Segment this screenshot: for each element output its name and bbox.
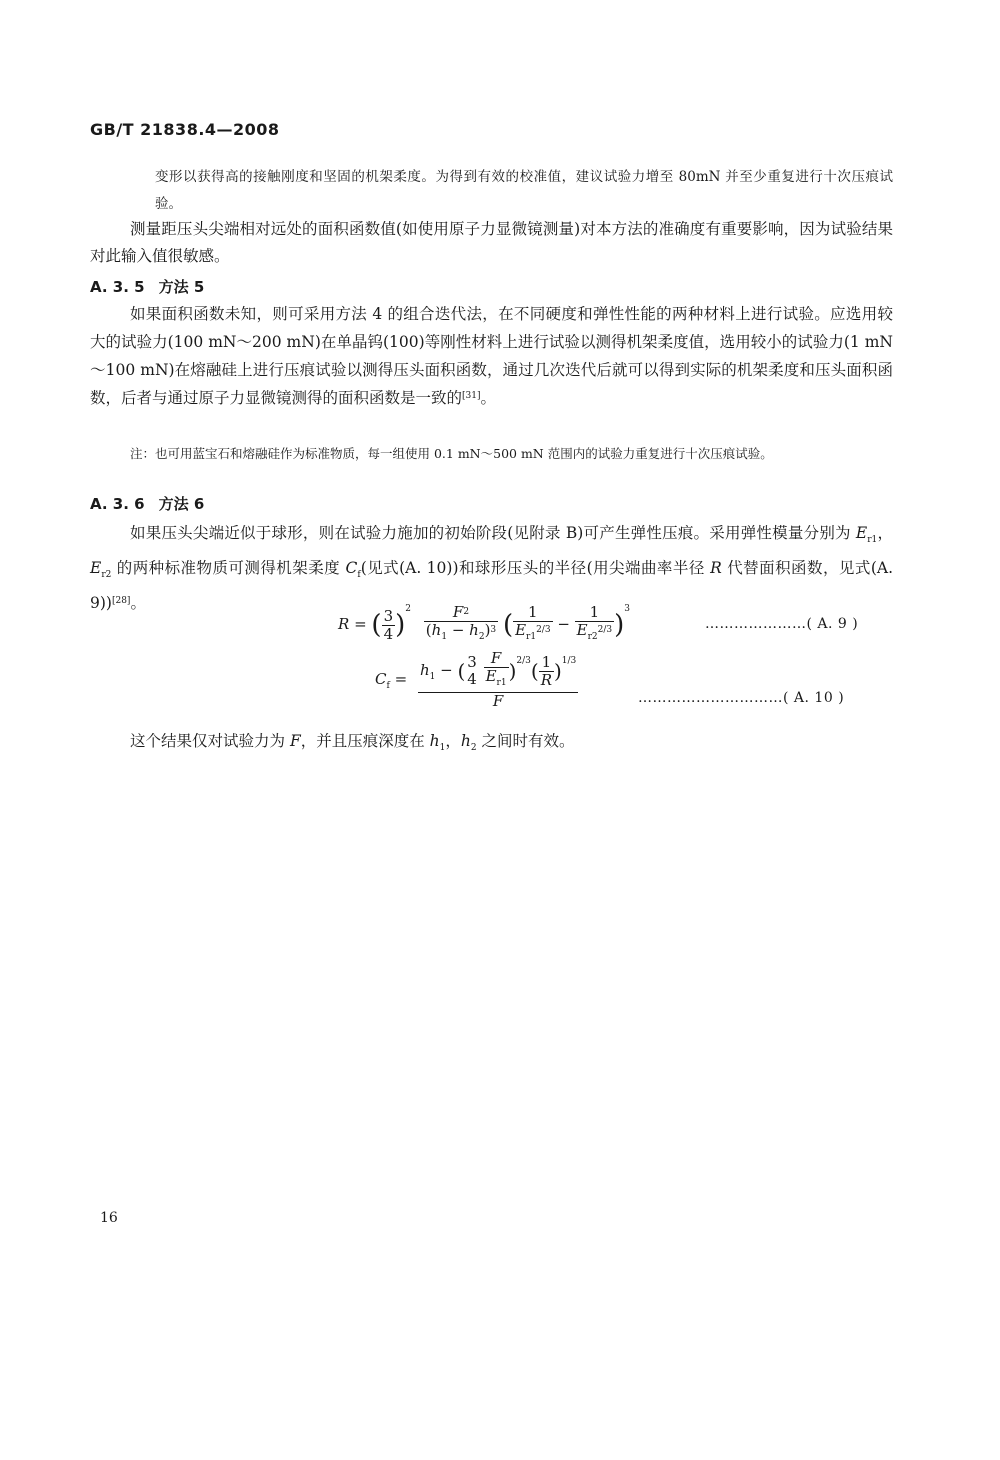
closing-text-2: ，并且压痕深度在 xyxy=(300,732,430,750)
reference-31: [31] xyxy=(462,391,481,401)
section-a35-title: 方法 5 xyxy=(158,278,205,296)
closing-paragraph xyxy=(130,728,890,762)
section-a35-note: 注：也可用蓝宝石和熔融硅作为标准物质，每一组使用 0.1 mN～500 mN 范围内的试验力重复进行十次压痕试验。 xyxy=(130,446,773,461)
closing-symbol-h2: h xyxy=(460,732,471,750)
symbol-r: R xyxy=(710,559,722,578)
standard-code: GB/T 21838.4—2008 xyxy=(90,120,280,139)
section-a36-text-1: 如果压头尖端近似于球形，则在试验力施加的初始阶段(见附录 B)可产生弹性压痕。采用弹性模量分别为 xyxy=(130,524,856,542)
symbol-cf-sub: f xyxy=(357,570,361,581)
symbol-er2-sub: r2 xyxy=(101,570,112,581)
symbol-cf: C xyxy=(345,559,358,578)
reference-28: [28] xyxy=(111,596,131,607)
formula-a9: R = ( $\frac{3}{4}$ )$^2$ $\frac{F^2}{(h_1 - h_2)^3}$ ( $\frac{1}{E_{r1}^{2/3}}$ − $\frac{1}{E_{r2}^{2/3}}$ )$^3$ xyxy=(338,603,631,643)
section-a35-heading xyxy=(90,276,204,297)
section-a36-number: A. 3. 6 xyxy=(90,495,145,513)
section-a35-number: A. 3. 5 xyxy=(90,278,145,296)
section-a36-text-2: 的两种标准物质可测得机架柔度 xyxy=(111,559,346,578)
section-a36-text-4: 代替面积函数，见式(A. 9)) xyxy=(90,559,893,613)
equation-label-a10: …………………………( A. 10 ) xyxy=(638,690,845,706)
page-number: 16 xyxy=(100,1210,118,1226)
equation-label-a9: …………………( A. 9 ) xyxy=(705,616,859,632)
intro-paragraph: 变形以获得高的接触刚度和坚固的机架柔度。为得到有效的校准值，建议试验力增至 80mN 并至少重复进行十次压痕试验。 xyxy=(155,169,893,212)
section-a36-text-3: (见式(A. 10))和球形压头的半径(用尖端曲率半径 xyxy=(360,559,711,578)
closing-text-1: 这个结果仅对试验力为 xyxy=(130,732,290,750)
symbol-er1-sub: r1 xyxy=(867,535,878,546)
section-a36-title: 方法 6 xyxy=(158,495,205,513)
closing-symbol-h2-sub: 2 xyxy=(470,743,477,754)
section-a36-heading xyxy=(90,493,204,514)
closing-symbol-h1: h xyxy=(429,732,440,750)
section-a36-body xyxy=(90,519,893,617)
symbol-separator: ， xyxy=(877,524,893,542)
symbol-er1: E xyxy=(855,524,868,542)
section-a35-text: 如果面积函数未知，则可采用方法 4 的组合迭代法，在不同硬度和弹性性能的两种材料上进行试验。应选用较大的试验力(100 mN～200 mN)在单晶钨(100)等刚性材料上进行试验以测得机架柔度值，选用较小的试验力(1 mN～100 mN)在熔融硅上进行压痕试验以测得压头面积函数，通过几次迭代后就可以得到实际的机架柔度和压头面积函数，后者与通过原子力显微镜测得的面积函数是一致的 xyxy=(90,305,893,407)
accuracy-paragraph: 测量距压头尖端相对远处的面积函数值(如使用原子力显微镜测量)对本方法的准确度有重要影响，因为试验结果对此输入值很敏感。 xyxy=(90,220,893,265)
closing-text-3: 之间时有效。 xyxy=(476,732,575,750)
closing-symbol-h1-sub: 1 xyxy=(439,743,446,754)
closing-symbol-f: F xyxy=(289,732,301,750)
formula-a10: $C_f$ = $h_1$ − ( 3 4 $\frac{F}{E_{r1}}$ )$^{2/3}$( $\frac{1}{R}$ )$^{1/3}$ F xyxy=(375,649,577,710)
closing-separator: ， xyxy=(445,732,461,750)
section-a35-end: 。 xyxy=(480,389,497,407)
symbol-er2: E xyxy=(90,559,102,578)
section-a35-body xyxy=(90,300,893,412)
section-a36-end: 。 xyxy=(130,594,146,613)
